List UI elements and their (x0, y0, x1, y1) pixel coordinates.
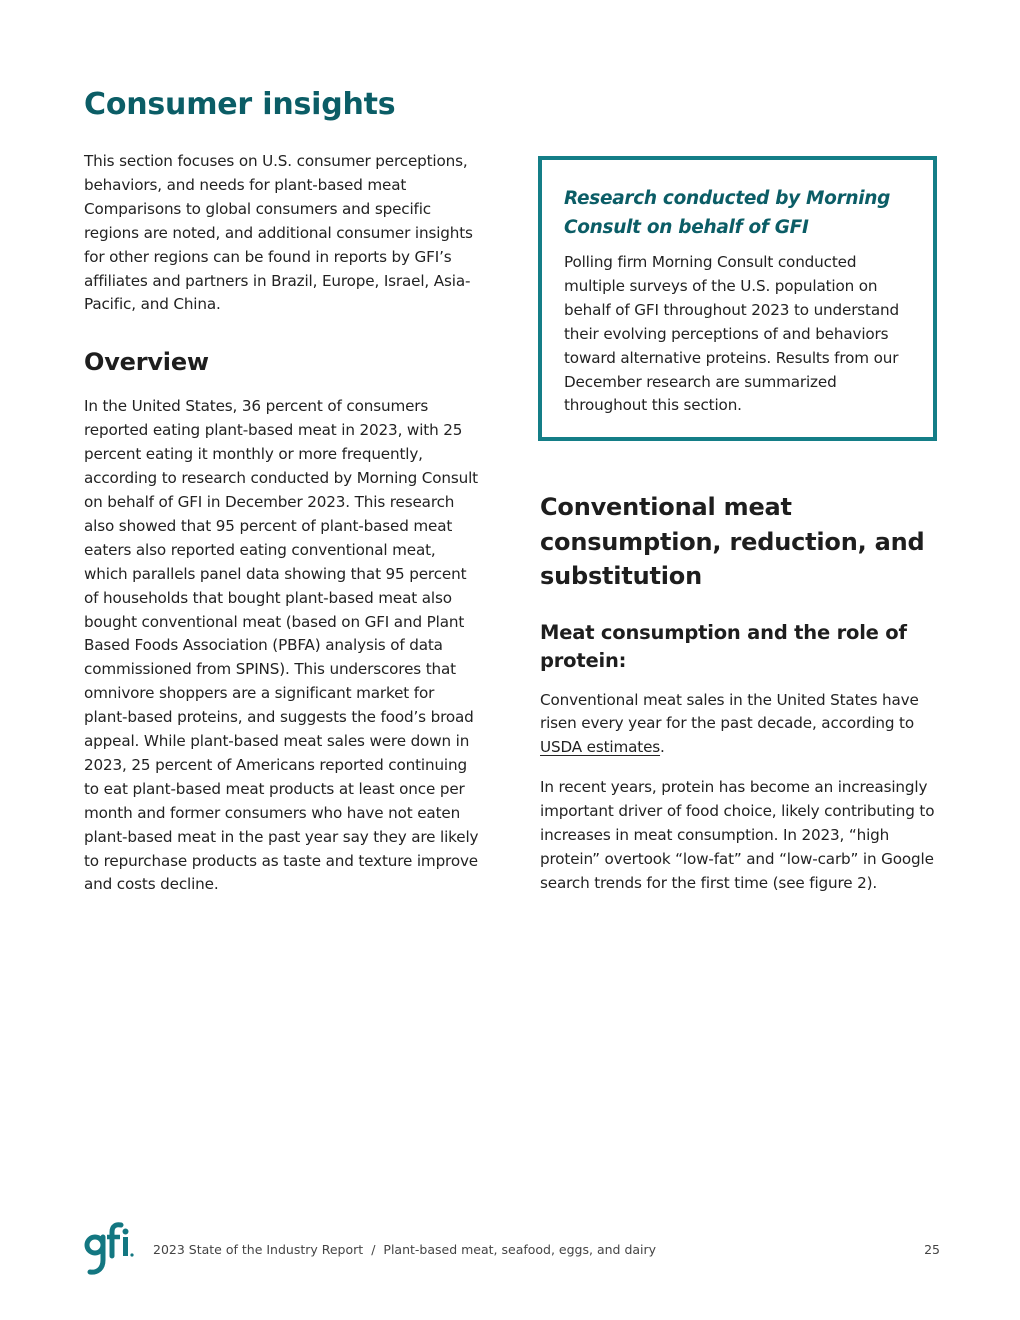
intro-paragraph: This section focuses on U.S. consumer perceptions, behaviors, and needs for plant-based meat Comparisons to global consumers and specific regions are noted, and additional consumer insights for other regions can be found in reports by GFI’s affiliates and partners in Brazil, Europe, Israel, Asia-Pacific, and China. (84, 152, 473, 314)
callout-title: Research conducted by Morning Consult on behalf of GFI (564, 188, 891, 238)
footer-separator: / (371, 1242, 376, 1257)
meat-sales-period: . (660, 738, 665, 757)
callout-body: Polling firm Morning Consult conducted multiple surveys of the U.S. population on behalf of GFI throughout 2023 to understand their evolving perceptions of and behaviors toward alternative proteins. Results from our December research are summarized throughout this section. (564, 253, 899, 415)
page-title: Consumer insights (84, 87, 396, 122)
page-number: 25 (924, 1242, 940, 1257)
footer-title (153, 1241, 656, 1259)
meat-sales-paragraph (540, 689, 936, 761)
footer-report-title: 2023 State of the Industry Report (153, 1242, 364, 1257)
overview-paragraph: In the United States, 36 percent of consumers reported eating plant-based meat in 2023, with 25 percent eating it monthly or more frequently, according to research conducted by Morning Consult on behalf of GFI in December 2023. This research also showed that 95 percent of plant-based meat eaters also reported eating conventional meat, which parallels panel data showing that 95 percent of households that bought plant-based meat also bought conventional meat (based on GFI and Plant Based Foods Association (PBFA) analysis of data commissioned from SPINS). This underscores that omnivore shoppers are a significant market for plant-based proteins, and suggests the food’s broad appeal. While plant-based meat sales were down in 2023, 25 percent of Americans reported continuing to eat plant-based meat products at least once per month and former consumers who have not eaten plant-based meat in the past year say they are likely to repurchase products as taste and texture improve and costs decline. (84, 397, 479, 894)
right-column (540, 490, 936, 896)
usda-estimates-link[interactable]: USDA estimates (540, 738, 661, 757)
overview-heading: Overview (84, 348, 209, 377)
meat-consumption-subheading: Meat consumption and the role of protein: (540, 620, 907, 672)
page-footer (84, 1222, 940, 1276)
protein-trend-paragraph: In recent years, protein has become an increasingly important driver of food choice, likely contributing to increases in meat consumption. In 2023, “high protein” overtook “low-fat” and “low-carb” in Google search trends for the first time (see figure 2). (540, 778, 935, 892)
footer-section-title: Plant-based meat, seafood, eggs, and dairy (383, 1242, 657, 1257)
conventional-meat-heading: Conventional meat consumption, reduction, and substitution (540, 493, 925, 590)
left-column (84, 150, 482, 897)
gfi-logo (84, 1222, 136, 1276)
research-callout-box (538, 156, 937, 441)
meat-sales-text: Conventional meat sales in the United States have risen every year for the past decade, according to (540, 690, 919, 733)
